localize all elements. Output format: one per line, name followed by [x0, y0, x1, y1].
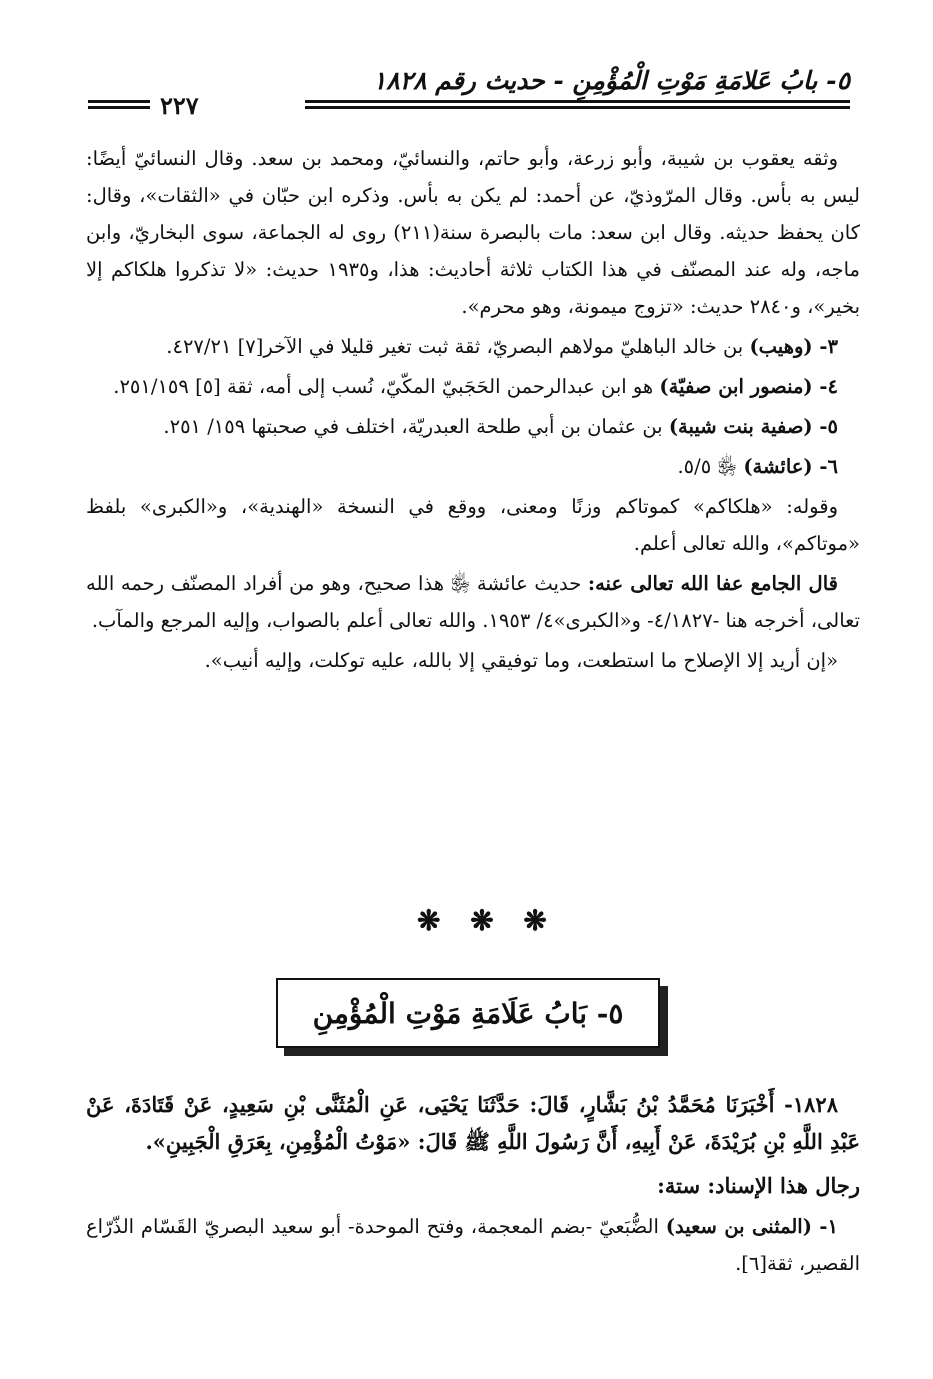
paragraph [86, 140, 860, 325]
page-number: ٢٢٧ [160, 91, 199, 120]
narrator-name: ٥- (صفية بنت شيبة) [668, 415, 838, 438]
paragraph [86, 565, 860, 639]
paragraph-text: حديث عائشة ﵂ هذا صحيح، وهو من أفراد المصنّف رحمه الله تعالى، أخرجه هنا -٤/١٨٢٧- و«الكبرى»٤/ ١٩٥٣. والله تعالى أعلم بالصواب، وإليه المرجع والمآب. [86, 572, 860, 632]
chapter-title: ٥- بَابُ عَلَامَةِ مَوْتِ الْمُؤْمِنِ [312, 996, 624, 1030]
paragraph-text: «إن أريد إلا الإصلاح ما استطعت، وما توفيقي إلا بالله، عليه توكلت، وإليه أنيب». [204, 649, 838, 672]
narrator-name: ٣- (وهيب) [749, 335, 838, 358]
narrator-name: ٦- (عائشة) [743, 455, 838, 478]
paragraph-text: وثقه يعقوب بن شيبة، وأبو زرعة، وأبو حاتم، والنسائيّ، ومحمد بن سعد. وقال النسائيّ أيضًا: ليس به بأس. وقال المرّوذيّ، عن أحمد: لم يكن به بأس. وذكره ابن حبّان في «الثقات»، وقال: كان يحفظ حديثه. وقال ابن سعد: مات بالبصرة سنة(٢١١) روى له الجماعة، سوى البخاريّ، وابن ماجه، وله عند المصنّف في هذا الكتاب ثلاثة أحاديث: هذا، و١٩٣٥ حديث: «لا تذكروا هلكاكم إلا بخير»، و٢٨٤٠ حديث: «تزوج ميمونة، وهو محرم». [86, 147, 860, 318]
header-rule [305, 106, 850, 109]
page-header [88, 66, 850, 120]
commentary-text [86, 140, 860, 682]
paragraph-text: ﵂ ٥/٥. [677, 455, 744, 478]
paragraph-text: بن عثمان بن أبي طلحة العبدريّة، اختلف في صحبتها ١٥٩/ ٢٥١. [163, 415, 669, 438]
section-separator: ❋ ❋ ❋ [417, 904, 557, 937]
hadith-section [86, 1086, 860, 1285]
narrator-name: ١- (المثنى بن سعيد) [665, 1215, 838, 1238]
header-rule [88, 106, 150, 109]
author-remark-lead: قال الجامع عفا الله تعالى عنه: [587, 572, 838, 595]
paragraph-text: هو ابن عبدالرحمن الحَجَبيّ المكّيّ، نُسب إلى أمه، ثقة [٥] ٢٥١/١٥٩. [113, 375, 660, 398]
paragraph [86, 1208, 860, 1282]
paragraph-text: وقوله: «هلكاكم» كموتاكم وزنًا ومعنى، ووقع في النسخة «الهندية»، و«الكبرى» بلفظ «موتاكم»، والله تعالى أعلم. [86, 495, 860, 555]
paragraph [86, 368, 860, 405]
running-title: ٥- بابُ عَلامَةِ مَوْتِ الْمُؤْمِنِ - حديث رقم ١٨٢٨ [372, 66, 850, 95]
narrator-name: ٤- (منصور ابن صفيّة) [659, 375, 838, 398]
header-rule [88, 100, 150, 103]
chapter-heading-box [276, 978, 660, 1048]
paragraph-text: الضُّبَعيّ -بضم المعجمة، وفتح الموحدة- أبو سعيد البصريّ القَسّام الذّرّاع القصير، ثقة[٦]. [86, 1215, 860, 1275]
paragraph [86, 408, 860, 445]
paragraph-text: بن خالد الباهليّ مولاهم البصريّ، ثقة ثبت تغير قليلا في الآخر[٧] ٤٢٧/٢١. [166, 335, 750, 358]
paragraph [86, 448, 860, 485]
paragraph [86, 642, 860, 679]
hadith-text: ١٨٢٨- أَخْبَرَنَا مُحَمَّدُ بْنُ بَشَّارٍ، قَالَ: حَدَّثَنَا يَحْيَى، عَنِ الْمُثَنَّى بْنِ سَعِيدٍ، عَنْ قَتَادَةَ، عَنْ عَبْدِ اللَّهِ بْنِ بُرَيْدَةَ، عَنْ أَبِيهِ، أَنَّ رَسُولَ اللَّهِ ﷺ قَالَ: «مَوْتُ الْمُؤْمِنِ، بِعَرَقِ الْجَبِينِ». [86, 1092, 860, 1154]
header-rule [305, 100, 850, 103]
paragraph [86, 488, 860, 562]
isnad-heading: رجال هذا الإسناد: ستة: [657, 1173, 860, 1198]
paragraph [86, 328, 860, 365]
